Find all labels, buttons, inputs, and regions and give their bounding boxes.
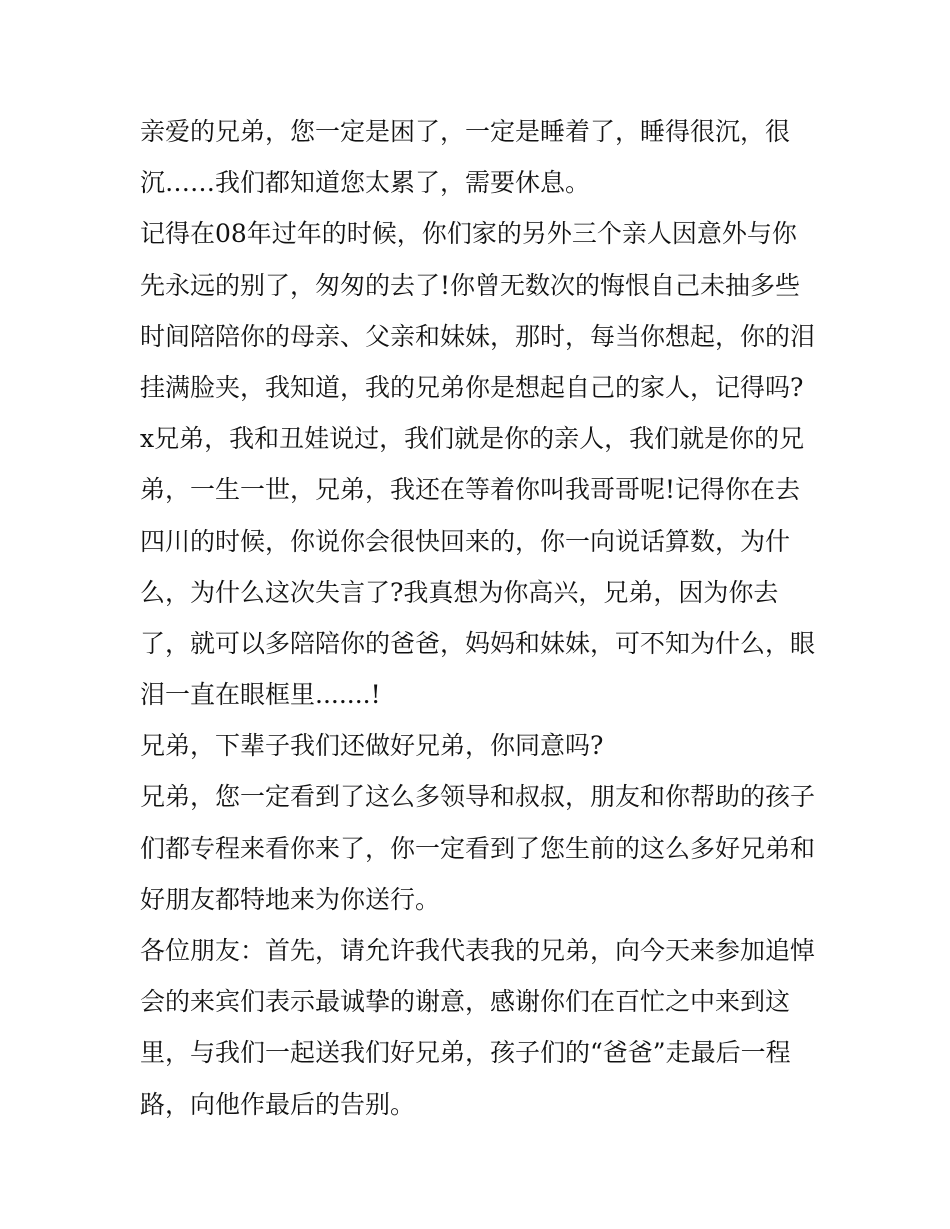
text-line: 各位朋友：首先，请允许我代表我的兄弟，向今天来参加追悼 — [140, 936, 816, 965]
text-line: 时间陪陪你的母亲、父亲和妹妹，那时，每当你想起，你的泪 — [140, 321, 816, 351]
text-line: 里，与我们一起送我们好兄弟，孩子们的“爸爸”走最后一程 — [140, 1038, 791, 1068]
document-body — [140, 106, 820, 1130]
text-line: x兄弟，我和丑娃说过，我们就是你的亲人，我们就是你的兄 — [140, 424, 805, 454]
text-line: 路，向他作最后的告别。 — [140, 1089, 416, 1119]
text-line: 们都专程来看你来了，你一定看到了您生前的这么多好兄弟和 — [140, 833, 816, 863]
text-line: 四川的时候，你说你会很快回来的，你一向说话算数，为什 — [140, 526, 791, 556]
text-line: 会的来宾们表示最诚挚的谢意，感谢你们在百忙之中来到这 — [140, 987, 791, 1017]
text-line: 泪一直在眼框里.......! — [140, 680, 381, 710]
text-line: 挂满脸夹，我知道，我的兄弟你是想起自己的家人，记得吗? — [140, 372, 804, 402]
text-line: 好朋友都特地来为你送行。 — [140, 884, 441, 914]
text-line: 亲爱的兄弟，您一定是困了，一定是睡着了，睡得很沉，很 — [140, 117, 791, 146]
text-line: 沉……我们都知道您太累了，需要休息。 — [140, 168, 591, 198]
text-line: 兄弟，您一定看到了这么多领导和叔叔，朋友和你帮助的孩子 — [140, 782, 816, 812]
text-line: 兄弟，下辈子我们还做好兄弟，你同意吗? — [140, 731, 604, 761]
text-line: 先永远的别了，匆匆的去了!你曾无数次的悔恨自己未抽多些 — [140, 270, 801, 300]
text-line: 么，为什么这次失言了?我真想为你高兴，兄弟，因为你去 — [140, 577, 779, 607]
text-line: 记得在08年过年的时候，你们家的另外三个亲人因意外与你 — [140, 219, 797, 249]
text-line: 了，就可以多陪陪你的爸爸，妈妈和妹妹，可不知为什么，眼 — [140, 628, 816, 658]
text-line: 弟，一生一世，兄弟，我还在等着你叫我哥哥呢!记得你在去 — [140, 475, 801, 505]
